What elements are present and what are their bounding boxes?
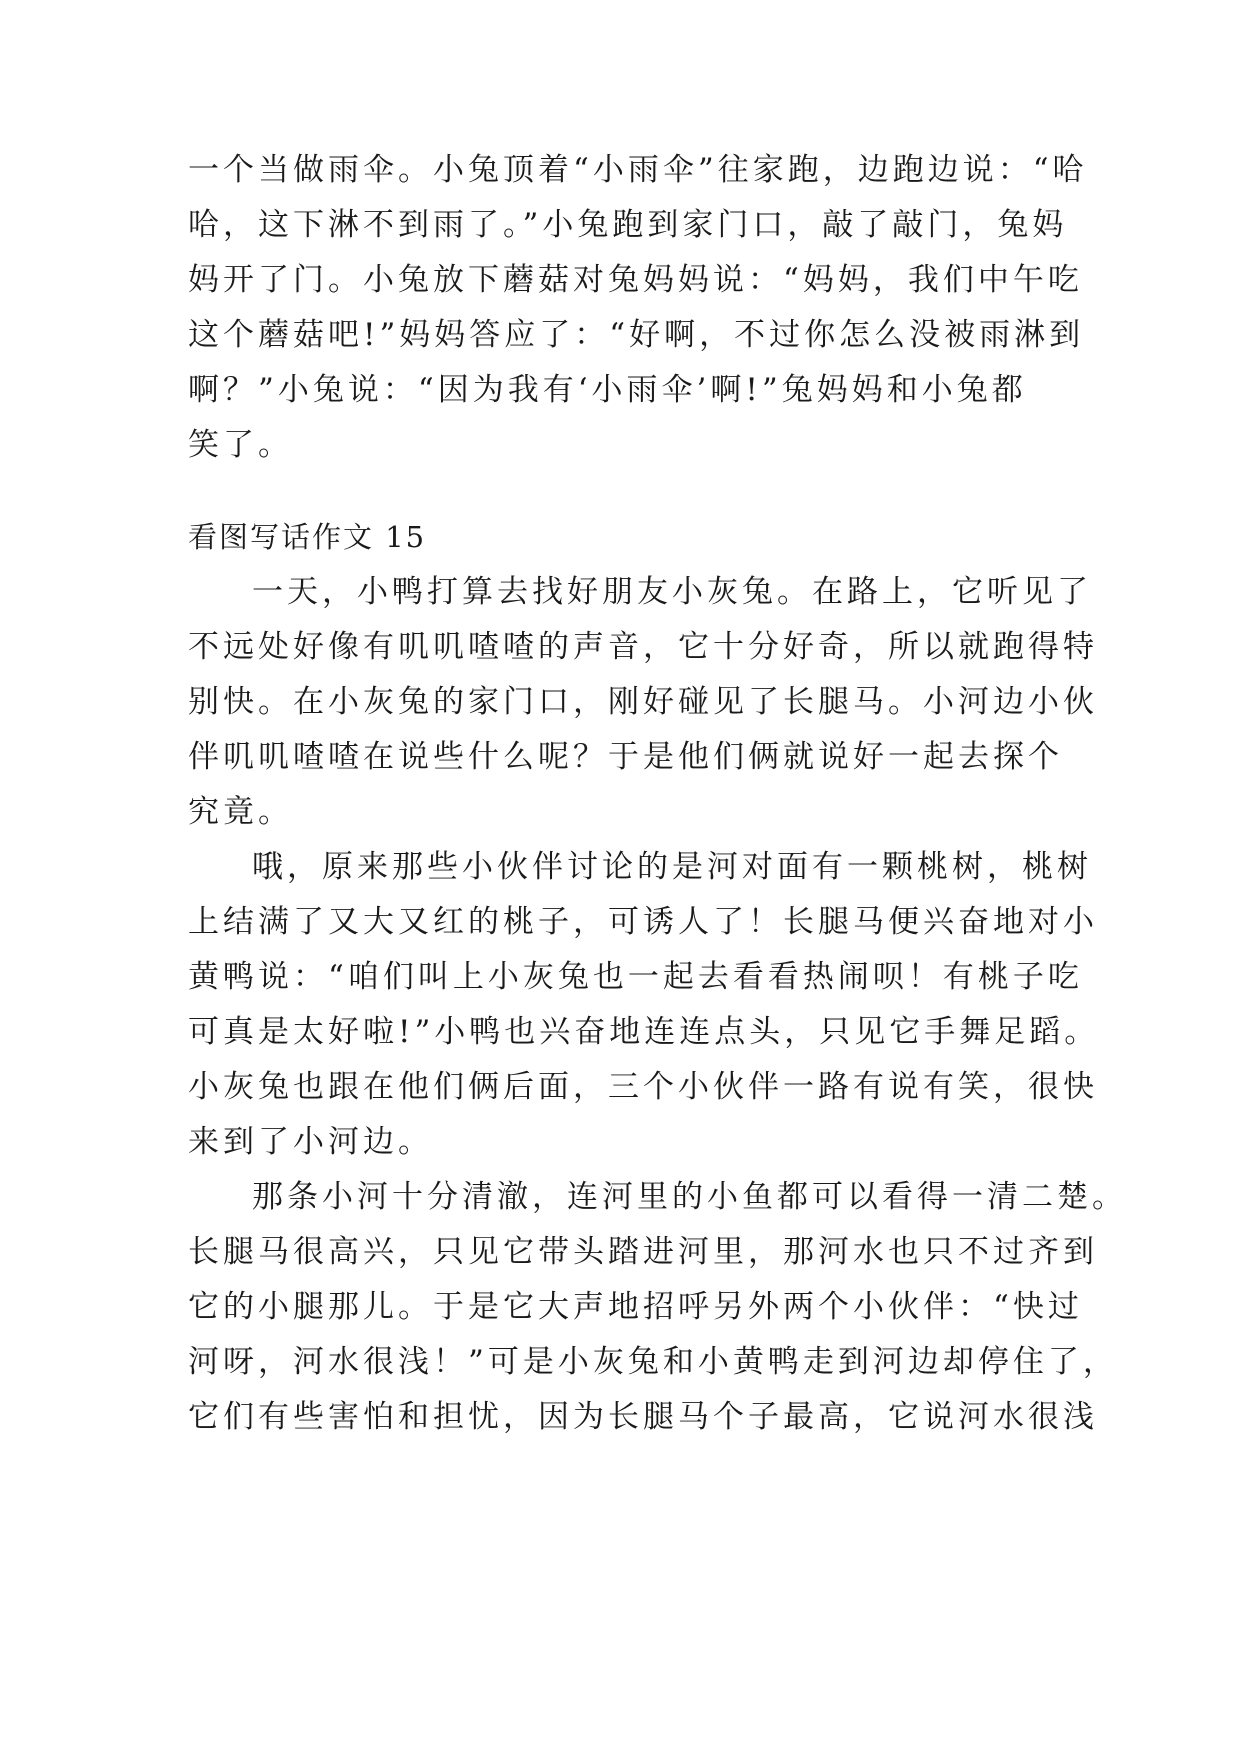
text-line: 妈开了门。小兔放下蘑菇对兔妈妈说：“妈妈，我们中午吃 <box>188 262 1083 298</box>
text-line: 别快。在小灰兔的家门口，刚好碰见了长腿马。小河边小伙 <box>188 684 1098 720</box>
paragraph-first-line: 那条小河十分清澈，连河里的小鱼都可以看得一清二楚。 <box>252 1179 1127 1215</box>
text-line: 小灰兔也跟在他们俩后面，三个小伙伴一路有说有笑，很快 <box>188 1069 1098 1105</box>
text-line: 来到了小河边。 <box>188 1124 433 1160</box>
text-line: 它们有些害怕和担忧，因为长腿马个子最高，它说河水很浅 <box>188 1399 1098 1435</box>
text-line: 哈，这下淋不到雨了。”小兔跑到家门口，敲了敲门，兔妈 <box>188 207 1068 243</box>
paragraph-first-line: 一天，小鸭打算去找好朋友小灰兔。在路上，它听见了 <box>252 574 1092 610</box>
text-line: 可真是太好啦!”小鸭也兴奋地连连点头，只见它手舞足蹈。 <box>188 1014 1100 1050</box>
text-line: 笑了。 <box>188 427 293 463</box>
section-heading: 看图写话作文 15 <box>188 520 427 554</box>
text-line: 它的小腿那儿。于是它大声地招呼另外两个小伙伴：“快过 <box>188 1289 1083 1325</box>
text-line: 这个蘑菇吧!”妈妈答应了：“好啊，不过你怎么没被雨淋到 <box>188 317 1085 353</box>
text-line: 长腿马很高兴，只见它带头踏进河里，那河水也只不过齐到 <box>188 1234 1098 1270</box>
text-line: 一个当做雨伞。小兔顶着“小雨伞”往家跑，边跑边说：“哈 <box>188 152 1088 188</box>
text-line: 上结满了又大又红的桃子，可诱人了！长腿马便兴奋地对小 <box>188 904 1098 940</box>
text-line: 黄鸭说：“咱们叫上小灰兔也一起去看看热闹呗！有桃子吃 <box>188 959 1083 995</box>
text-line: 啊？”小兔说：“因为我有‘小雨伞’啊!”兔妈妈和小兔都 <box>188 372 1027 408</box>
text-line: 究竟。 <box>188 794 293 830</box>
text-line: 不远处好像有叽叽喳喳的声音，它十分好奇，所以就跑得特 <box>188 629 1098 665</box>
paragraph-first-line: 哦，原来那些小伙伴讨论的是河对面有一颗桃树，桃树 <box>252 849 1092 885</box>
text-line: 伴叽叽喳喳在说些什么呢？于是他们俩就说好一起去探个 <box>188 739 1063 775</box>
text-line: 河呀，河水很浅！”可是小灰兔和小黄鸭走到河边却停住了， <box>188 1344 1118 1380</box>
